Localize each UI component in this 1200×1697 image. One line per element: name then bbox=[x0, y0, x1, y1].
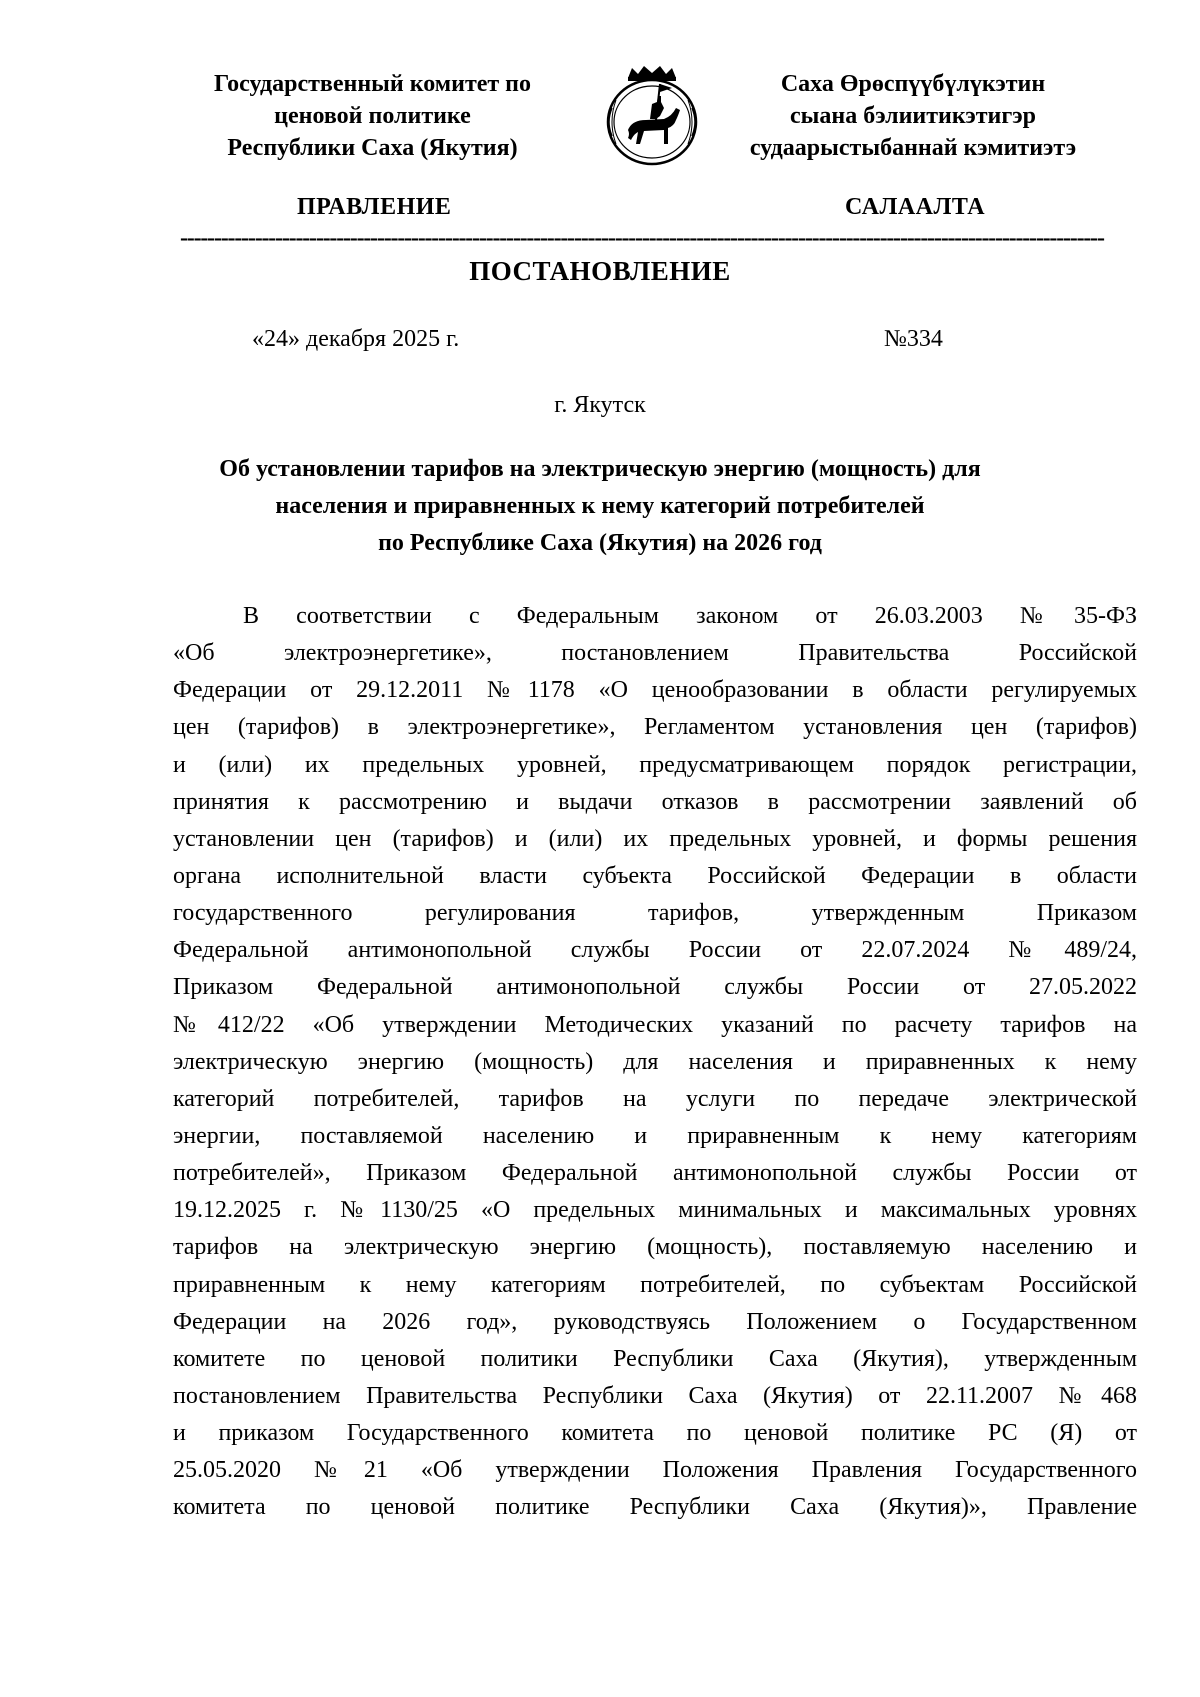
body-line: комитете по ценовой политики Республики Саха (Якутия), утвержденным bbox=[173, 1345, 1137, 1372]
header-left-line: ценовой политике bbox=[274, 103, 471, 129]
body-line: категорий потребителей, тарифов на услуги по передаче электрической bbox=[173, 1085, 1137, 1112]
body-line: «Об электроэнергетике», постановлением Правительства Российской bbox=[173, 640, 1137, 667]
header-separator: ---------------------------------------------------------------------------------------------------------------------------------------- bbox=[180, 227, 1104, 249]
body-line: Приказом Федеральной антимонопольной службы России от 27.05.2022 bbox=[173, 974, 1137, 1001]
header-right-block bbox=[718, 68, 1108, 164]
body-line: органа исполнительной власти субъекта Российской Федерации в области bbox=[173, 862, 1137, 889]
header-right-line: Саха Өрөспүүбүлүкэтин bbox=[780, 71, 1046, 97]
body-line: Федеральной антимонопольной службы России от 22.07.2024 №489/24, bbox=[173, 937, 1137, 964]
header-right-line: судаарыстыбаннай кэмитиэтэ bbox=[749, 135, 1077, 161]
horseman-emblem-icon bbox=[598, 64, 706, 170]
header-left-line: Государственный комитет по bbox=[213, 71, 532, 97]
body-line: постановлением Правительства Республики Саха (Якутия) от 22.11.2007 №468 bbox=[173, 1382, 1137, 1409]
body-line: Федерации на 2026 год», руководствуясь Положением о Государственном bbox=[173, 1308, 1137, 1335]
coat-of-arms-emblem bbox=[598, 64, 706, 170]
body-line: тарифов на электрическую энергию (мощность), поставляемую населению и bbox=[173, 1234, 1137, 1261]
body-line: принятия к рассмотрению и выдачи отказов в рассмотрении заявлений об bbox=[173, 788, 1137, 815]
body-line: установлении цен (тарифов) и (или) их предельных уровней, и формы решения bbox=[173, 825, 1137, 852]
body-line: электрическую энергию (мощность) для населения и приравненных к нему bbox=[173, 1048, 1137, 1075]
body-line: потребителей», Приказом Федеральной антимонопольной службы России от bbox=[173, 1160, 1137, 1187]
title-line: по Республике Саха (Якутия) на 2026 год bbox=[378, 530, 822, 556]
header-left-line: Республики Саха (Якутия) bbox=[227, 135, 518, 161]
document-date: «24» декабря 2025 г. bbox=[252, 326, 460, 352]
body-line: комитета по ценовой политике Республики Саха (Якутия)», Правление bbox=[173, 1494, 1137, 1521]
title-line: населения и приравненных к нему категорий потребителей bbox=[275, 493, 925, 519]
body-line: 25.05.2020 №21 «Об утверждении Положения Правления Государственного bbox=[173, 1457, 1137, 1484]
body-line: В соответствии с Федеральным законом от 26.03.2003 №35-ФЗ bbox=[243, 603, 1137, 629]
body-line: 19.12.2025 г. №1130/25 «О предельных минимальных и максимальных уровнях bbox=[173, 1197, 1137, 1224]
body-line: государственного регулирования тарифов, утвержденным Приказом bbox=[173, 900, 1137, 927]
department-label-left: ПРАВЛЕНИЕ bbox=[297, 194, 452, 220]
body-line: цен (тарифов) в электроэнергетике», Регламентом установления цен (тарифов) bbox=[173, 714, 1137, 741]
document-type-heading: ПОСТАНОВЛЕНИЕ bbox=[469, 256, 731, 286]
body-line: №412/22 «Об утверждении Методических указаний по расчету тарифов на bbox=[173, 1011, 1137, 1038]
body-line: приравненным к нему категориям потребителей, по субъектам Российской bbox=[173, 1271, 1137, 1298]
document-number: №334 bbox=[884, 326, 943, 352]
body-line: и приказом Государственного комитета по ценовой политике РС (Я) от bbox=[173, 1420, 1137, 1447]
header-left-block bbox=[160, 68, 585, 164]
title-line: Об установлении тарифов на электрическую энергию (мощность) для bbox=[219, 456, 981, 482]
document-city: г. Якутск bbox=[554, 392, 646, 418]
document-body bbox=[173, 598, 1137, 1527]
department-label-right: САЛААЛТА bbox=[845, 194, 986, 220]
body-line: Федерации от 29.12.2011 №1178 «О ценообразовании в области регулируемых bbox=[173, 677, 1137, 704]
header-right-line: сыана бэлиитикэтигэр bbox=[789, 103, 1036, 129]
body-line: энергии, поставляемой населению и приравненным к нему категориям bbox=[173, 1122, 1137, 1149]
body-line: и (или) их предельных уровней, предусматривающем порядок регистрации, bbox=[173, 751, 1137, 778]
document-title bbox=[150, 451, 1050, 562]
